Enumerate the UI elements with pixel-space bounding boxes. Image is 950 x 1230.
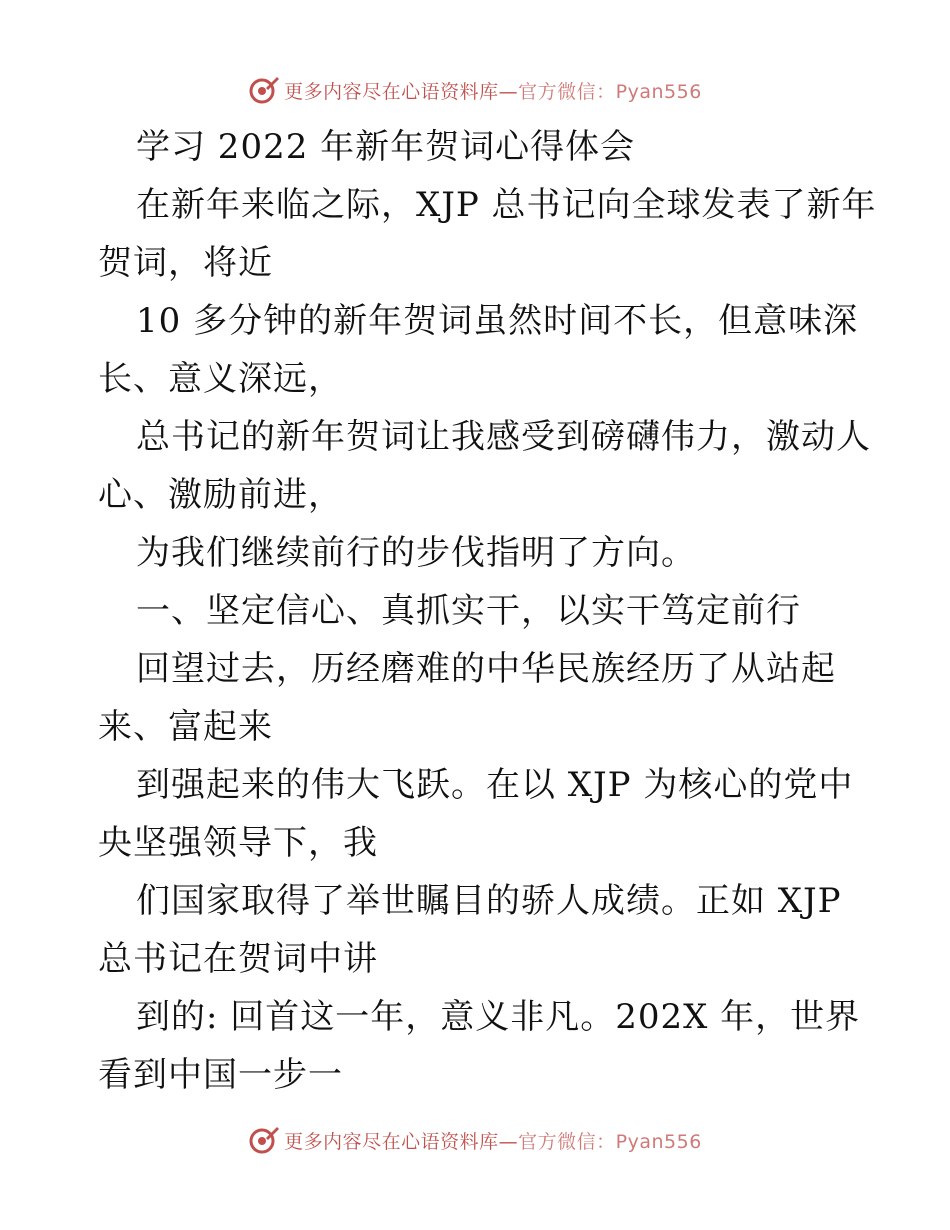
- footer-banner: [0, 1120, 950, 1160]
- banner-text: [284, 77, 702, 104]
- banner-brand: 更多内容尽在心语资料库—: [284, 80, 519, 103]
- paragraph-line: 回望过去，历经磨难的中华民族经历了从站起: [136, 649, 836, 689]
- paragraph-line: 10 多分钟的新年贺词虽然时间不长，但意味深: [136, 301, 859, 341]
- banner-content: [248, 74, 702, 106]
- paragraph-line: 央坚强领导下，我: [98, 823, 378, 863]
- banner-wechat: 官方微信：Pyan556: [518, 1130, 702, 1153]
- header-banner: [0, 70, 950, 110]
- paragraph-line: 长、意义深远，: [98, 359, 343, 399]
- paragraph-line: 看到中国一步一: [98, 1055, 343, 1095]
- banner-brand: 更多内容尽在心语资料库—: [284, 1130, 519, 1153]
- paragraph-line: 一、坚定信心、真抓实干，以实干笃定前行: [136, 591, 801, 631]
- paragraph-line: 总书记的新年贺词让我感受到磅礴伟力，激动人: [136, 417, 871, 457]
- banner-wechat: 官方微信：Pyan556: [518, 80, 702, 103]
- paragraph-line: 来、富起来: [98, 707, 273, 747]
- paragraph-line: 到的: 回首这一年，意义非凡。202X 年，世界: [136, 997, 861, 1037]
- banner-content: [248, 1124, 702, 1156]
- paragraph-line: 心、激励前进，: [98, 475, 343, 515]
- logo-icon: [248, 1124, 280, 1156]
- paragraph-line: 们国家取得了举世瞩目的骄人成绩。正如 XJP: [136, 881, 842, 921]
- document-title: 学习 2022 年新年贺词心得体会: [136, 127, 636, 167]
- logo-icon: [248, 74, 280, 106]
- paragraph-line: 到强起来的伟大飞跃。在以 XJP 为核心的党中: [136, 765, 854, 805]
- paragraph-line: 为我们继续前行的步伐指明了方向。: [136, 533, 696, 573]
- paragraph-line: 总书记在贺词中讲: [98, 939, 378, 979]
- paragraph-line: 贺词，将近: [98, 243, 273, 283]
- paragraph-line: 在新年来临之际，XJP 总书记向全球发表了新年: [136, 185, 877, 225]
- banner-text: [284, 1127, 702, 1154]
- document-body: [98, 118, 877, 1104]
